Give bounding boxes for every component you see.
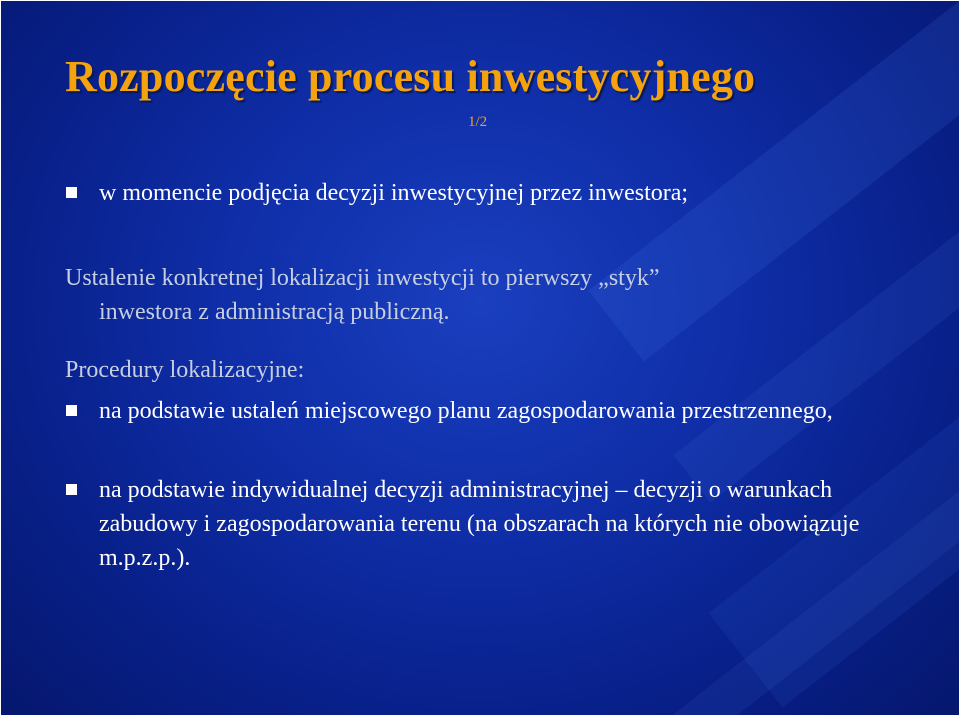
slide <box>1 1 959 715</box>
bullet-item-decision: w momencie podjęcia decyzji inwestycyjnej przez inwestora; <box>99 180 689 206</box>
square-bullet-icon <box>66 405 77 416</box>
paragraph-procedures-heading: Procedury lokalizacyjne: <box>65 357 305 383</box>
paragraph-location-line-2: inwestora z administracją publiczną. <box>99 299 450 325</box>
square-bullet-icon <box>66 484 77 495</box>
slide-title: Rozpoczęcie procesu inwestycyjnego <box>65 52 756 101</box>
bullet-item-local-plan: na podstawie ustaleń miejscowego planu zagospodarowania przestrzennego, <box>99 398 833 424</box>
paragraph-location-line-1: Ustalenie konkretnej lokalizacji inwestycji to pierwszy „styk” <box>65 265 660 291</box>
paragraph-location <box>65 261 925 329</box>
bullet-item-individual-decision: na podstawie indywidualnej decyzji administracyjnej – decyzji o warunkach zabudowy i zagospodarowania terenu (na obszarach na których nie obowiązuje m.p.z.p.). <box>99 477 860 571</box>
page-number: 1/2 <box>468 114 488 130</box>
square-bullet-icon <box>66 187 77 198</box>
